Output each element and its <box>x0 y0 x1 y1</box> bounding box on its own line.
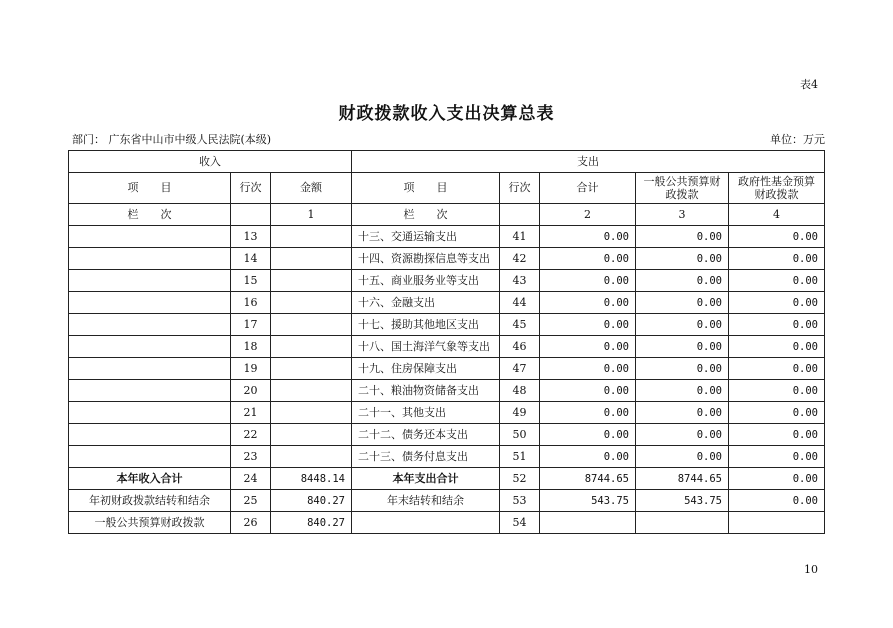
expense-line-cell: 53 <box>500 490 540 512</box>
general-budget-cell: 0.00 <box>636 292 729 314</box>
income-line-cell: 17 <box>231 314 271 336</box>
gov-fund-cell: 0.00 <box>729 270 825 292</box>
expense-item-cell: 十九、住房保障支出 <box>352 358 500 380</box>
table-row <box>69 380 825 402</box>
income-index-amount: 1 <box>271 204 352 226</box>
income-line-cell: 22 <box>231 424 271 446</box>
total-cell <box>540 512 636 534</box>
general-budget-cell <box>636 512 729 534</box>
expense-item-cell: 年末结转和结余 <box>352 490 500 512</box>
expense-item-cell <box>352 512 500 534</box>
expense-item-cell: 十六、金融支出 <box>352 292 500 314</box>
income-item-cell <box>69 402 231 424</box>
income-amount-cell <box>271 336 352 358</box>
expense-item-cell: 本年支出合计 <box>352 468 500 490</box>
total-header: 合计 <box>540 173 636 204</box>
summary-row <box>69 468 825 490</box>
expense-line-cell: 48 <box>500 380 540 402</box>
income-amount-cell <box>271 292 352 314</box>
table-row <box>69 248 825 270</box>
gov-fund-cell: 0.00 <box>729 490 825 512</box>
general-budget-cell: 0.00 <box>636 248 729 270</box>
income-line-cell: 16 <box>231 292 271 314</box>
income-amount-cell <box>271 226 352 248</box>
expense-line-cell: 52 <box>500 468 540 490</box>
income-line-header: 行次 <box>231 173 271 204</box>
income-index-line <box>231 204 271 226</box>
gov-fund-cell: 0.00 <box>729 468 825 490</box>
expense-index-label: 栏 次 <box>352 204 500 226</box>
income-item-header: 项 目 <box>69 173 231 204</box>
expense-line-cell: 42 <box>500 248 540 270</box>
income-line-cell: 26 <box>231 512 271 534</box>
total-cell: 0.00 <box>540 270 636 292</box>
expense-item-cell: 十三、交通运输支出 <box>352 226 500 248</box>
gov-fund-cell: 0.00 <box>729 380 825 402</box>
summary-row <box>69 512 825 534</box>
income-amount-cell <box>271 358 352 380</box>
general-budget-cell: 8744.65 <box>636 468 729 490</box>
expense-line-cell: 50 <box>500 424 540 446</box>
income-item-cell <box>69 292 231 314</box>
income-amount-cell <box>271 248 352 270</box>
income-line-cell: 13 <box>231 226 271 248</box>
income-item-cell <box>69 226 231 248</box>
expense-line-cell: 43 <box>500 270 540 292</box>
total-cell: 0.00 <box>540 336 636 358</box>
gov-fund-cell: 0.00 <box>729 314 825 336</box>
table-row <box>69 270 825 292</box>
expense-index-line <box>500 204 540 226</box>
general-budget-cell: 0.00 <box>636 358 729 380</box>
income-line-cell: 15 <box>231 270 271 292</box>
income-line-cell: 18 <box>231 336 271 358</box>
total-index: 2 <box>540 204 636 226</box>
total-cell: 0.00 <box>540 446 636 468</box>
income-line-cell: 21 <box>231 402 271 424</box>
gov-fund-cell: 0.00 <box>729 358 825 380</box>
expense-item-cell: 二十、粮油物资储备支出 <box>352 380 500 402</box>
expense-item-header: 项 目 <box>352 173 500 204</box>
expense-group-header: 支出 <box>352 151 825 173</box>
gov-fund-cell: 0.00 <box>729 336 825 358</box>
income-amount-cell <box>271 402 352 424</box>
expense-line-cell: 51 <box>500 446 540 468</box>
table-row <box>69 314 825 336</box>
report-meta <box>72 131 825 147</box>
total-cell: 0.00 <box>540 314 636 336</box>
total-cell: 0.00 <box>540 226 636 248</box>
general-budget-header: 一般公共预算财政拨款 <box>636 173 729 204</box>
income-item-cell <box>69 336 231 358</box>
general-budget-cell: 0.00 <box>636 380 729 402</box>
income-line-cell: 24 <box>231 468 271 490</box>
income-item-cell: 年初财政拨款结转和结余 <box>69 490 231 512</box>
total-cell: 0.00 <box>540 248 636 270</box>
expense-line-cell: 54 <box>500 512 540 534</box>
table-row <box>69 292 825 314</box>
income-line-cell: 14 <box>231 248 271 270</box>
total-cell: 0.00 <box>540 402 636 424</box>
expense-item-cell: 十七、援助其他地区支出 <box>352 314 500 336</box>
total-cell: 0.00 <box>540 358 636 380</box>
income-group-header: 收入 <box>69 151 352 173</box>
general-budget-cell: 0.00 <box>636 446 729 468</box>
gov-fund-cell: 0.00 <box>729 226 825 248</box>
income-item-cell <box>69 248 231 270</box>
income-amount-cell: 840.27 <box>271 512 352 534</box>
expense-line-cell: 46 <box>500 336 540 358</box>
table-row <box>69 446 825 468</box>
income-item-cell: 一般公共预算财政拨款 <box>69 512 231 534</box>
general-budget-index: 3 <box>636 204 729 226</box>
general-budget-cell: 0.00 <box>636 314 729 336</box>
income-item-cell <box>69 358 231 380</box>
total-cell: 543.75 <box>540 490 636 512</box>
income-item-cell <box>69 314 231 336</box>
income-item-cell <box>69 270 231 292</box>
gov-fund-header: 政府性基金预算财政拨款 <box>729 173 825 204</box>
general-budget-cell: 0.00 <box>636 402 729 424</box>
column-header-row <box>69 173 825 204</box>
expense-line-cell: 41 <box>500 226 540 248</box>
column-index-row <box>69 204 825 226</box>
table-row <box>69 424 825 446</box>
total-cell: 0.00 <box>540 424 636 446</box>
income-item-cell <box>69 446 231 468</box>
general-budget-cell: 543.75 <box>636 490 729 512</box>
department-label: 部门： 广东省中山市中级人民法院(本级) <box>72 133 272 146</box>
gov-fund-cell: 0.00 <box>729 402 825 424</box>
income-amount-cell <box>271 270 352 292</box>
table-row <box>69 402 825 424</box>
expense-item-cell: 二十三、债务付息支出 <box>352 446 500 468</box>
income-line-cell: 20 <box>231 380 271 402</box>
general-budget-cell: 0.00 <box>636 424 729 446</box>
expense-item-cell: 十八、国土海洋气象等支出 <box>352 336 500 358</box>
total-cell: 0.00 <box>540 380 636 402</box>
total-cell: 0.00 <box>540 292 636 314</box>
income-line-cell: 23 <box>231 446 271 468</box>
expense-line-cell: 45 <box>500 314 540 336</box>
expense-line-cell: 47 <box>500 358 540 380</box>
income-item-cell <box>69 380 231 402</box>
income-item-cell: 本年收入合计 <box>69 468 231 490</box>
summary-row <box>69 490 825 512</box>
expense-line-header: 行次 <box>500 173 540 204</box>
income-amount-cell <box>271 424 352 446</box>
general-budget-cell: 0.00 <box>636 336 729 358</box>
income-amount-cell <box>271 380 352 402</box>
income-line-cell: 19 <box>231 358 271 380</box>
income-item-cell <box>69 424 231 446</box>
expense-item-cell: 十四、资源勘探信息等支出 <box>352 248 500 270</box>
expense-line-cell: 44 <box>500 292 540 314</box>
fiscal-summary-table <box>68 150 825 534</box>
gov-fund-cell <box>729 512 825 534</box>
gov-fund-cell: 0.00 <box>729 446 825 468</box>
page-number: 10 <box>804 563 818 576</box>
general-budget-cell: 0.00 <box>636 270 729 292</box>
expense-item-cell: 二十一、其他支出 <box>352 402 500 424</box>
income-amount-cell <box>271 314 352 336</box>
gov-fund-index: 4 <box>729 204 825 226</box>
income-amount-cell <box>271 446 352 468</box>
table-row <box>69 336 825 358</box>
expense-line-cell: 49 <box>500 402 540 424</box>
expense-item-cell: 十五、商业服务业等支出 <box>352 270 500 292</box>
general-budget-cell: 0.00 <box>636 226 729 248</box>
page-title: 财政拨款收入支出决算总表 <box>338 104 555 124</box>
income-amount-cell: 8448.14 <box>271 468 352 490</box>
table-row <box>69 226 825 248</box>
expense-item-cell: 二十二、债务还本支出 <box>352 424 500 446</box>
gov-fund-cell: 0.00 <box>729 292 825 314</box>
group-header-row <box>69 151 825 173</box>
income-index-label: 栏 次 <box>69 204 231 226</box>
total-cell: 8744.65 <box>540 468 636 490</box>
gov-fund-cell: 0.00 <box>729 424 825 446</box>
income-amount-header: 金额 <box>271 173 352 204</box>
table-row <box>69 358 825 380</box>
income-line-cell: 25 <box>231 490 271 512</box>
gov-fund-cell: 0.00 <box>729 248 825 270</box>
table-number: 表4 <box>800 78 818 91</box>
unit-label: 单位：万元 <box>770 133 825 146</box>
income-amount-cell: 840.27 <box>271 490 352 512</box>
